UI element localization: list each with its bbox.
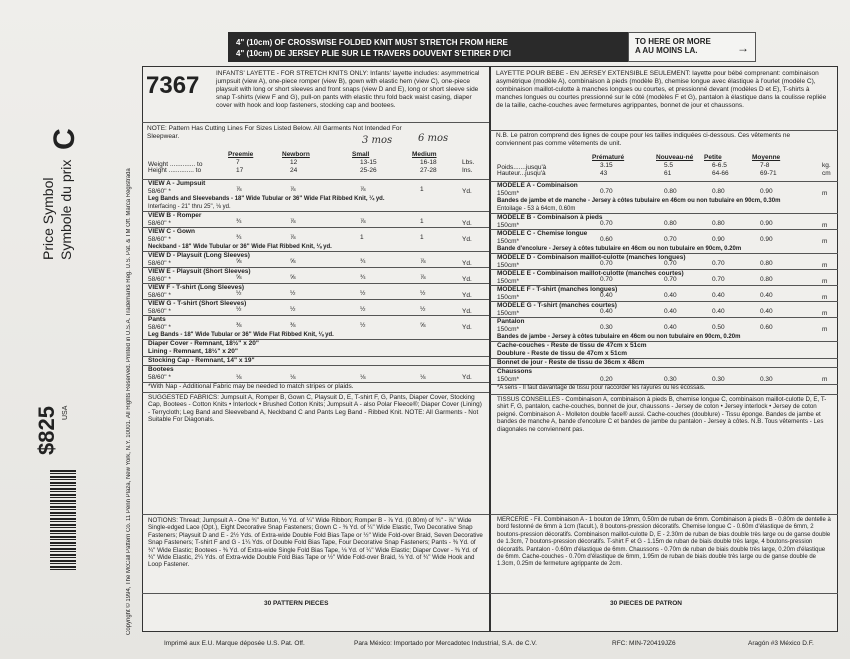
chaussons: Chaussons bbox=[497, 368, 533, 375]
yardage-value: 0.80 bbox=[760, 276, 773, 283]
right-description: LAYETTE POUR BEBE - EN JERSEY EXTENSIBLE SEULEMENT: layette pour bébé comprenant: combinaison asymétrique (modèle A), combinaison à pieds (modèle B), chemise longue avec élastique à l'ourlet (modèle C), combinaison maillot-culotte à manches longues ou courtes, et pressionné devant (modèles D et E), T-shirts à manches longues ou courtes pressionné sur le côté (modèles F et G), pantalon à élastique dans la coulisse repliée de la taille, cache-couches avec fermetures agrippantes, bonnet de jour et chaussons. bbox=[496, 70, 827, 109]
yardage-value: ½ bbox=[290, 290, 296, 297]
bonnet: Bonnet de jour - Reste de tissu de 36cm x 48cm bbox=[497, 359, 645, 366]
view-extra: Neckband - 18" Wide Tubular or 36" Wide Flat Ribbed Knit, ⅛ yd. bbox=[148, 244, 332, 250]
divider bbox=[142, 593, 489, 594]
yardage-value: ½ bbox=[290, 306, 296, 313]
divider bbox=[142, 122, 489, 123]
yardage-unit: Yd. bbox=[462, 374, 472, 381]
fabric-width: 58/60" * bbox=[148, 220, 171, 227]
divider bbox=[142, 514, 489, 515]
barcode-icon bbox=[50, 470, 76, 570]
divider bbox=[490, 593, 838, 594]
yardage-value: 0.80 bbox=[664, 220, 677, 227]
yardage-value: ⅜ bbox=[290, 322, 296, 329]
yardage-value: ¾ bbox=[236, 234, 242, 241]
yardage-unit: m bbox=[822, 278, 828, 285]
diaper-cover: Cache-couches - Reste de tissu de 47cm x 51cm bbox=[497, 342, 647, 349]
price-symbol-letter: C bbox=[48, 128, 81, 150]
yardage-value: 0.20 bbox=[600, 376, 613, 383]
fabric-width: 58/60" * bbox=[148, 260, 171, 267]
height-value: 24 bbox=[290, 167, 298, 174]
height-value: 69-71 bbox=[760, 170, 777, 177]
yardage-value: 0.40 bbox=[760, 292, 773, 299]
yardage-value: 0.90 bbox=[760, 236, 773, 243]
fabric-width: 58/60" * bbox=[148, 374, 171, 381]
height-unit: cm bbox=[822, 170, 831, 177]
yardage-value: ⅛ bbox=[360, 374, 366, 381]
height-label: Hauteur...jusqu'à bbox=[497, 170, 546, 177]
yardage-value: 0.80 bbox=[712, 188, 725, 195]
yardage-value: ½ bbox=[236, 290, 242, 297]
view-extra: Bande d'encolure - Jersey à côtes tubulaire en 46cm ou non tubulaire en 90cm, 0.20m bbox=[497, 246, 742, 252]
notions: NOTIONS: Thread; Jumpsuit A - One ¾" Button, ½ Yd. of ¼" Wide Ribbon; Romper B - ⅞ Yd. (0.80m) of ¾" - ⅞" Wide Single-edged Lace (Opt.), Eight Decorative Snap Fasteners; Gown C - ⅜ Yd. of ¼" Wide Elastic, Two Decorative Snap Fasteners; Playsuit D and E - 2½ Yds. of Extra-wide Double Fold Bias Tape or ½" Wide Fold-over Braid, Seven Decorative Snap Fasteners; T-shirt F and G - 1¼ Yds. of Double Fold Bias Tape, Four Decorative Snap Fasteners; Pants - ⅜ Yd. of ¾" Wide Elastic; Bootees - ⅜ Yd. of Extra-wide Single Fold Bias Tape, ⅛ Yd. of ¼" Wide Elastic; Diaper Cover - ⅜ Yd. of ¾" Wide Elastic, 2¼ Yds. of Extra-wide Double Fold Bias Tape or ½" Wide Fold-over Braid, ⅛ Yd. of ¾" Wide Hook and Loop Fastener. bbox=[148, 517, 483, 569]
price-currency: USA bbox=[62, 405, 69, 420]
yardage-value: 0.80 bbox=[760, 260, 773, 267]
yardage-value: ⅞ bbox=[290, 234, 296, 241]
stretch-line-fr: 4" (10cm) DE JERSEY PLIE SUR LE TRAVERS DOUVENT S'ETIRER D'ICI bbox=[236, 49, 511, 58]
view-title: MODELE A - Combinaison bbox=[497, 182, 578, 189]
yardage-value: ⅞ bbox=[236, 186, 242, 193]
handwritten-note-1: 3 mos bbox=[362, 135, 393, 146]
pattern-pieces: 30 PIECES DE PATRON bbox=[610, 600, 682, 607]
yardage-value: 0.40 bbox=[664, 292, 677, 299]
divider bbox=[142, 315, 489, 316]
yardage-value: 0.70 bbox=[664, 276, 677, 283]
stocking-cap: Stocking Cap - Remnant, 14" x 19" bbox=[148, 357, 255, 364]
yardage-unit: m bbox=[822, 376, 828, 383]
view-title: VIEW C - Gown bbox=[148, 228, 195, 235]
yardage-unit: Yd. bbox=[462, 236, 472, 243]
height-unit: Ins. bbox=[462, 167, 473, 174]
yardage-value: 0.40 bbox=[600, 308, 613, 315]
copyright-line: Copyright © 1994, The McCall Pattern Co. 11 Penn Plaza, New York, N.Y. 10001. All Rights Reserved. Printed in U.S.A. Trademarks Reg. U.S. Pat. & TM Off. Marca Registrada bbox=[126, 168, 132, 635]
suggested-fabrics: TISSUS CONSEILLES - Combinaison A, combinaison à pieds B, chemise longue C, combinaison maillot-culotte D, E, T-shirt F, G, pantalon, cache-couches, bonnet de jour, chaussons - Jersey de coton • Jersey interlock • Jersey de coton peigné. Combinaison A - Molleton double face® aussi. Cache-couches (doublure) - Tissu éponge. Bandes de jambe et bandes de manche A, bande d'encolure C et bandes de jambe du pantalon - Jersey à côtes. N.B. Tous vêtements - Les diagonales ne conviennent pas. bbox=[497, 396, 827, 433]
yardage-value: ⅛ bbox=[290, 374, 296, 381]
yardage-value: 0.30 bbox=[600, 324, 613, 331]
yardage-value: ⅞ bbox=[360, 218, 366, 225]
yardage-value: 0.70 bbox=[664, 260, 677, 267]
yardage-value: ⅞ bbox=[360, 186, 366, 193]
divider bbox=[490, 514, 838, 515]
view-extra: Bandes de jambe et de manche - Jersey à côtes tubulaire en 46cm ou non tubulaire en 90cm, 0.30m bbox=[497, 198, 781, 204]
size-header: Small bbox=[352, 151, 370, 158]
yardage-value: ¾ bbox=[360, 274, 366, 281]
footer-mexico: Para México: Importado por Mercadotec Industrial, S.A. de C.V. bbox=[354, 640, 537, 647]
yardage-value: ⅝ bbox=[290, 274, 296, 281]
handwritten-note-2: 6 mos bbox=[418, 133, 449, 144]
yardage-value: ¾ bbox=[236, 218, 242, 225]
yardage-value: 0.30 bbox=[760, 376, 773, 383]
yardage-unit: m bbox=[822, 310, 828, 317]
view-title: VIEW F - T-shirt (Long Sleeves) bbox=[148, 284, 245, 291]
view-title: VIEW D - Playsuit (Long Sleeves) bbox=[148, 252, 250, 259]
height-value: 17 bbox=[236, 167, 244, 174]
yardage-value: 0.80 bbox=[712, 220, 725, 227]
view-extra: Leg Bands - 18" Wide Tubular or 36" Wide Flat Ribbed Knit, ⅛ yd. bbox=[148, 332, 334, 338]
weight-value: 7-8 bbox=[760, 162, 770, 169]
pattern-number: 7367 bbox=[146, 72, 200, 99]
fabric-width: 150cm* bbox=[497, 238, 520, 245]
view-extra: Interfacing - 21" thru 25", ⅛ yd. bbox=[148, 204, 231, 210]
yardage-value: 0.50 bbox=[712, 324, 725, 331]
yardage-value: ½ bbox=[360, 322, 366, 329]
height-value: 27-28 bbox=[420, 167, 437, 174]
weight-value: 3.15 bbox=[600, 162, 613, 169]
view-title: MODELE C - Chemise longue bbox=[497, 230, 588, 237]
yardage-value: 0.40 bbox=[712, 292, 725, 299]
stretch-gauge-target bbox=[628, 32, 756, 62]
yardage-value: ⅝ bbox=[236, 274, 242, 281]
height-value: 43 bbox=[600, 170, 608, 177]
nap-note: *A sens - Il faut davantage de tissu pour raccorder les rayures ou les écossais. bbox=[497, 385, 706, 391]
height-value: 61 bbox=[664, 170, 672, 177]
view-title: VIEW B - Romper bbox=[148, 212, 202, 219]
yardage-value: 1 bbox=[420, 218, 424, 225]
yardage-unit: m bbox=[822, 222, 828, 229]
yardage-value: 0.70 bbox=[600, 276, 613, 283]
yardage-value: 0.40 bbox=[600, 292, 613, 299]
yardage-value: 0.40 bbox=[760, 308, 773, 315]
column-divider bbox=[489, 66, 491, 632]
right-note: N.B. Le patron comprend des lignes de coupe pour les tailles indiquées ci-dessous. Ces vêtements ne conviennent pas comme vêtements de unit. bbox=[496, 132, 791, 147]
yardage-unit: m bbox=[822, 326, 828, 333]
yardage-value: 1 bbox=[420, 234, 424, 241]
nap-note: *With Nap - Additional Fabric may be needed to match stripes or plaids. bbox=[148, 383, 354, 390]
fabric-width: 150cm* bbox=[497, 190, 520, 197]
height-value: 25-26 bbox=[360, 167, 377, 174]
yardage-value: ⅞ bbox=[290, 186, 296, 193]
arrow-right-icon: → bbox=[737, 41, 749, 55]
price-symbol-en: Price Symbol bbox=[40, 177, 56, 260]
view-title: MODELE E - Combinaison maillot-culotte (manches courtes) bbox=[497, 270, 684, 277]
divider bbox=[490, 130, 838, 131]
size-header: Nouveau-né bbox=[656, 154, 694, 161]
yardage-value: 0.70 bbox=[664, 236, 677, 243]
view-title: MODELE F - T-shirt (manches longues) bbox=[497, 286, 618, 293]
view-extra: Bandes de jambe - Jersey à côtes tubulaire en 46cm ou non tubulaire en 90cm, 0.20m bbox=[497, 334, 741, 340]
view-extra: Entoilage - 53 à 64cm, 0.60m bbox=[497, 206, 576, 212]
stretch-line-en: 4" (10cm) OF CROSSWISE FOLDED KNIT MUST STRETCH FROM HERE bbox=[236, 38, 508, 47]
size-header: Moyenne bbox=[752, 154, 781, 161]
fabric-width: 58/60" * bbox=[148, 308, 171, 315]
weight-value: 12 bbox=[290, 159, 298, 166]
yardage-unit: m bbox=[822, 294, 828, 301]
yardage-unit: m bbox=[822, 238, 828, 245]
yardage-value: 1 bbox=[420, 186, 424, 193]
yardage-value: 0.90 bbox=[760, 188, 773, 195]
height-label: Height .............. to bbox=[148, 167, 202, 174]
size-header: Medium bbox=[412, 151, 437, 158]
view-title: MODELE G - T-shirt (manches courtes) bbox=[497, 302, 617, 309]
yardage-value: ½ bbox=[420, 290, 426, 297]
yardage-value: 0.40 bbox=[664, 324, 677, 331]
weight-value: 5.5 bbox=[664, 162, 674, 169]
yardage-unit: Yd. bbox=[462, 220, 472, 227]
yardage-value: ⅛ bbox=[236, 374, 242, 381]
weight-value: 16-18 bbox=[420, 159, 437, 166]
fabric-width: 58/60" * bbox=[148, 236, 171, 243]
weight-value: 6-6.5 bbox=[712, 162, 727, 169]
stretch-target-fr: A AU MOINS LA. bbox=[635, 46, 698, 55]
yardage-value: ¾ bbox=[360, 258, 366, 265]
fabric-width: 58/60" * bbox=[148, 324, 171, 331]
yardage-value: ½ bbox=[236, 306, 242, 313]
view-title: MODELE D - Combinaison maillot-culotte (manches longues) bbox=[497, 254, 686, 261]
yardage-value: ⅞ bbox=[420, 274, 426, 281]
left-note: NOTE: Pattern Has Cutting Lines For Sizes Listed Below. All Garments Not Intended For Sleepwear. bbox=[147, 125, 402, 140]
divider bbox=[142, 392, 489, 393]
price-symbol-fr: Symbole du prix bbox=[58, 159, 74, 260]
diaper-cover: Diaper Cover - Remnant, 18½" x 20" bbox=[148, 340, 259, 347]
yardage-unit: Yd. bbox=[462, 260, 472, 267]
fabric-width: 150cm* bbox=[497, 376, 520, 383]
size-header: Newborn bbox=[282, 151, 310, 158]
price-value: $825 bbox=[34, 406, 59, 455]
fabric-width: 58/60" * bbox=[148, 292, 171, 299]
yardage-value: ⅝ bbox=[420, 322, 426, 329]
view-title: MODELE B - Combinaison à pieds bbox=[497, 214, 603, 221]
yardage-unit: Yd. bbox=[462, 276, 472, 283]
view-title: Pants bbox=[148, 316, 166, 323]
stretch-gauge-bar bbox=[228, 32, 628, 62]
notions: MERCERIE - Fil. Combinaison A - 1 bouton de 19mm, 0.50m de ruban de 6mm. Combinaison à pieds B - 0.80m de dentelle à bord festonné de 6mm à 1cm (facult.), 8 boutons-pression décoratifs. Chemise longue C - 0.60m d'élastique de 6mm, 2 boutons-pression décoratifs. Combinaison maillot-culotte D, E - 2.30m de ruban de bias double très large ou de ganse double de 1.3cm, 7 boutons-pression décoratifs. T-shirt F et G - 1.15m de ruban de biais double très large, 4 boutons-pression décoratifs. Pantalon - 0.60m d'élastique de 6mm. Chaussons - 0.70m de ruban de biais double très large, 0.20m d'élastique de 6mm. Cache-couches - 0.70m d'élastique de 6mm, 1.95m de ruban de biais double très large ou de ganse double de 1.3cm, 0.25m de fermeture agrippante de 2cm. bbox=[497, 517, 831, 568]
yardage-unit: m bbox=[822, 190, 828, 197]
yardage-unit: Yd. bbox=[462, 308, 472, 315]
divider bbox=[490, 317, 838, 318]
height-value: 64-66 bbox=[712, 170, 729, 177]
yardage-value: ⅝ bbox=[290, 258, 296, 265]
size-header: Prématuré bbox=[592, 154, 625, 161]
yardage-value: 0.30 bbox=[712, 376, 725, 383]
yardage-unit: Yd. bbox=[462, 292, 472, 299]
weight-unit: kg. bbox=[822, 162, 831, 169]
fabric-width: 150cm* bbox=[497, 222, 520, 229]
yardage-value: 0.40 bbox=[664, 308, 677, 315]
lining: Lining - Remnant, 18½" x 20" bbox=[148, 348, 238, 355]
yardage-value: 0.40 bbox=[712, 308, 725, 315]
yardage-value: 0.30 bbox=[664, 376, 677, 383]
size-header: Petite bbox=[704, 154, 722, 161]
footer-rfc: RFC: MIN-720419JZ6 bbox=[612, 640, 676, 647]
weight-unit: Lbs. bbox=[462, 159, 475, 166]
yardage-unit: m bbox=[822, 262, 828, 269]
fabric-width: 150cm* bbox=[497, 262, 520, 269]
weight-label: Poids.......jusqu'à bbox=[497, 164, 547, 171]
pattern-pieces: 30 PATTERN PIECES bbox=[264, 600, 329, 607]
yardage-value: 0.80 bbox=[664, 188, 677, 195]
weight-value: 7 bbox=[236, 159, 240, 166]
fabric-width: 58/60" * bbox=[148, 276, 171, 283]
yardage-value: ⅜ bbox=[236, 322, 242, 329]
yardage-value: 0.90 bbox=[712, 236, 725, 243]
view-title: VIEW G - T-shirt (Short Sleeves) bbox=[148, 300, 247, 307]
weight-label: Weight .............. to bbox=[148, 161, 203, 168]
yardage-value: ⅞ bbox=[420, 258, 426, 265]
yardage-value: ⅛ bbox=[420, 374, 426, 381]
view-title: VIEW A - Jumpsuit bbox=[148, 180, 206, 187]
fabric-width: 150cm* bbox=[497, 310, 520, 317]
yardage-value: 1 bbox=[360, 234, 364, 241]
size-header: Preemie bbox=[228, 151, 254, 158]
divider bbox=[142, 365, 489, 366]
yardage-value: ½ bbox=[360, 306, 366, 313]
yardage-value: ⅝ bbox=[236, 258, 242, 265]
lining: Doublure - Reste de tissu de 47cm x 51cm bbox=[497, 350, 628, 357]
yardage-value: 0.60 bbox=[600, 236, 613, 243]
fabric-width: 58/60" * bbox=[148, 188, 171, 195]
yardage-value: 0.70 bbox=[712, 260, 725, 267]
weight-value: 13-15 bbox=[360, 159, 377, 166]
yardage-value: 0.60 bbox=[760, 324, 773, 331]
yardage-unit: Yd. bbox=[462, 324, 472, 331]
view-title: Pantalon bbox=[497, 318, 525, 325]
yardage-value: 0.70 bbox=[600, 260, 613, 267]
bootees: Bootees bbox=[148, 366, 174, 373]
view-extra: Leg Bands and Sleevebands - 18" Wide Tubular or 36" Wide Flat Ribbed Knit, ¼ yd. bbox=[148, 196, 385, 202]
yardage-value: ⅞ bbox=[290, 218, 296, 225]
view-title: VIEW E - Playsuit (Short Sleeves) bbox=[148, 268, 251, 275]
stretch-target-en: TO HERE OR MORE bbox=[635, 37, 711, 46]
yardage-value: 0.70 bbox=[600, 188, 613, 195]
footer-printed: Imprimé aux E.U. Marque déposée U.S. Pat. Off. bbox=[164, 640, 305, 647]
footer-address: Aragón #3 México D.F. bbox=[748, 640, 814, 647]
yardage-value: ½ bbox=[420, 306, 426, 313]
divider bbox=[490, 367, 838, 368]
yardage-value: 0.70 bbox=[600, 220, 613, 227]
divider bbox=[490, 394, 838, 395]
suggested-fabrics: SUGGESTED FABRICS: Jumpsuit A, Romper B, Gown C, Playsuit D, E, T-shirt F, G, Pants, Diaper Cover, Stocking Cap, Bootees - Cotton Knits • Interlock • Brushed Cotton Knits; Jumpsuit A - also Polar Fleece®; Diaper Cover (Lining) - Terrycloth; Leg Band and Sleeveband A, Neckband C and Pants Leg Band - Ribbed Knit. NOTE: All Garments - Not Suitable For Diagonals. bbox=[148, 394, 482, 424]
yardage-value: ½ bbox=[360, 290, 366, 297]
left-description: INFANTS' LAYETTE - FOR STRETCH KNITS ONLY: Infants' layette includes: asymmetrical jumpsuit (view A), one-piece romper (view B), gown with elastic hem (view C), one-piece playsuit with long or short sleeves and front snaps (view D and E), long or short sleeve side snap T-shirts (view F and G), pull-on pants with elastic thru fold back waist casing, diaper cover with hook and loop fasteners, stocking cap and bootees. bbox=[216, 70, 480, 109]
yardage-unit: Yd. bbox=[462, 188, 472, 195]
fabric-width: 150cm* bbox=[497, 278, 520, 285]
yardage-value: 0.90 bbox=[760, 220, 773, 227]
fabric-width: 150cm* bbox=[497, 326, 520, 333]
fabric-width: 150cm* bbox=[497, 294, 520, 301]
yardage-value: 0.70 bbox=[712, 276, 725, 283]
